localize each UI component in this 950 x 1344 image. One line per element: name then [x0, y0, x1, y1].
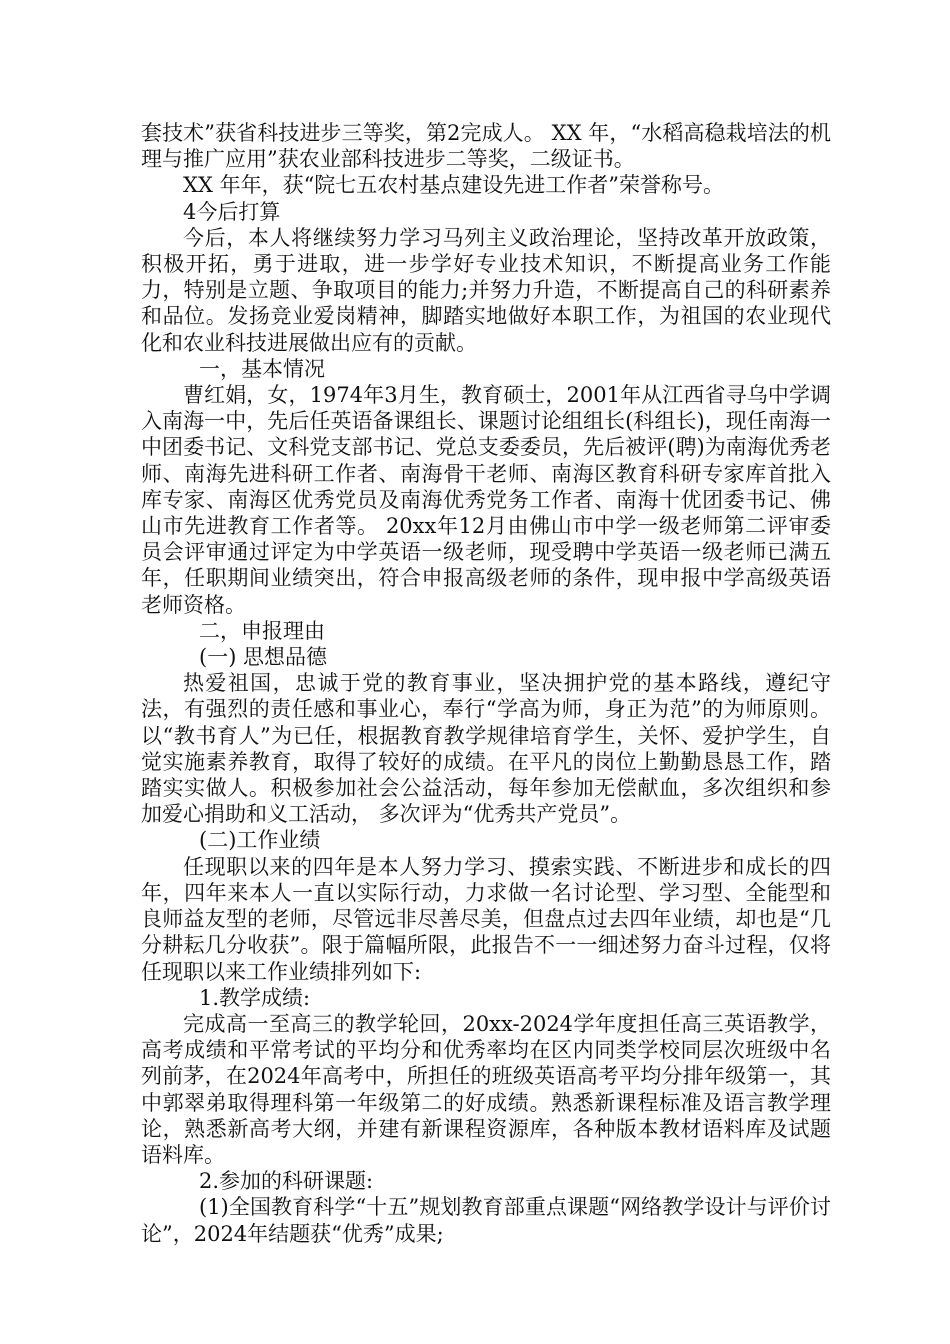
paragraph-award-continuation: 套技术”获省科技进步三等奖，第2完成人。 XX 年，“水稻高稳栽培法的机理与推广应用”获农业部科技进步二等奖，二级证书。 [141, 121, 831, 172]
paragraph-moral-character: 热爱祖国，忠诚于党的教育事业，坚决拥护党的基本路线，遵纪守法，有强烈的责任感和事业心，奉行“学高为师，身正为范”的为师原则。以“教书育人”为已任，根据教育教学规律培育学生，关怀、爱护学生，自觉实施素养教育，取得了较好的成绩。在平凡的岗位上勤勤恳恳工作，踏踏实实做人。积极参加社会公益活动，每年参加无偿献血，多次组织和参加爱心捐助和义工活动， 多次评为“优秀共产党员”。 [141, 671, 831, 827]
paragraph-basic-info: 曹红娟，女，1974年3月生，教育硕士，2001年从江西省寻乌中学调入南海一中，先后任英语备课组长、课题讨论组组长(科组长)，现任南海一中团委书记、文科党支部书记、党总支委委员，先后被评(聘)为南海优秀老师、南海先进科研工作者、南海骨干老师、南海区教育科研专家库首批入库专家、南海区优秀党员及南海优秀党务工作者、南海十优团委书记、佛山市先进教育工作者等。 20xx年12月由佛山市中学一级老师第二评审委员会评审通过评定为中学英语一级老师，现受聘中学英语一级老师已满五年，任职期间业绩突出，符合申报高级老师的条件，现申报中学高级英语老师资格。 [141, 383, 831, 617]
subheading-teaching-results: 1.教学成绩: [199, 985, 311, 1010]
subheading-research-projects: 2.参加的科研课题: [199, 1169, 374, 1194]
paragraph-research-project-1: (1)全国教育科学“十五”规划教育部重点课题“网络教学设计与评价讨论”，2024年结题获“优秀”成果; [141, 1195, 831, 1246]
document-body [141, 120, 831, 1247]
subheading-moral-character: (一) 思想品德 [199, 645, 328, 670]
paragraph-work-achievements: 任现职以来的四年是本人努力学习、摸索实践、不断进步和成长的四年，四年来本人一直以实际行动，力求做一名讨论型、学习型、全能型和良师益友型的老师，尽管远非尽善尽美，但盘点过去四年业绩，却也是“几分耕耘几分收获”。限于篇幅所限，此报告不一一细述努力奋斗过程，仅将任现职以来工作业绩排列如下: [141, 854, 831, 984]
paragraph-future-plans: 今后，本人将继续努力学习马列主义政治理论，坚持改革开放政策，积极开拓，勇于进取，进一步学好专业技术知识，不断提高业务工作能力，特别是立题、争取项目的能力;并努力升造，不断提高自己的科研素养和品位。发扬竞业爱岗精神，脚踏实地做好本职工作，为祖国的农业现代化和农业科技进展做出应有的贡献。 [141, 225, 831, 355]
section-heading-application-reasons: 二，申报理由 [199, 618, 325, 643]
subheading-work-achievements: (二)工作业绩 [199, 828, 321, 853]
section-heading-future-plans: 4今后打算 [183, 199, 281, 224]
paragraph-teaching-results: 完成高一至高三的教学轮回，20xx-2024学年度担任高三英语教学，高考成绩和平常考试的平均分和优秀率均在区内同类学校同层次班级中名列前茅，在2024年高考中，所担任的班级英语高考平均分排年级第一，其中郭翠弟取得理科第一年级第二的好成绩。熟悉新课程标准及语言教学理论，熟悉新高考大纲，并建有新课程资源库，各种版本教材语料库及试题语料库。 [141, 1011, 831, 1167]
section-heading-basic-info: 一，基本情况 [199, 356, 325, 381]
paragraph-honor-title: XX 年年，获“院七五农村基点建设先进工作者”荣誉称号。 [183, 173, 725, 198]
